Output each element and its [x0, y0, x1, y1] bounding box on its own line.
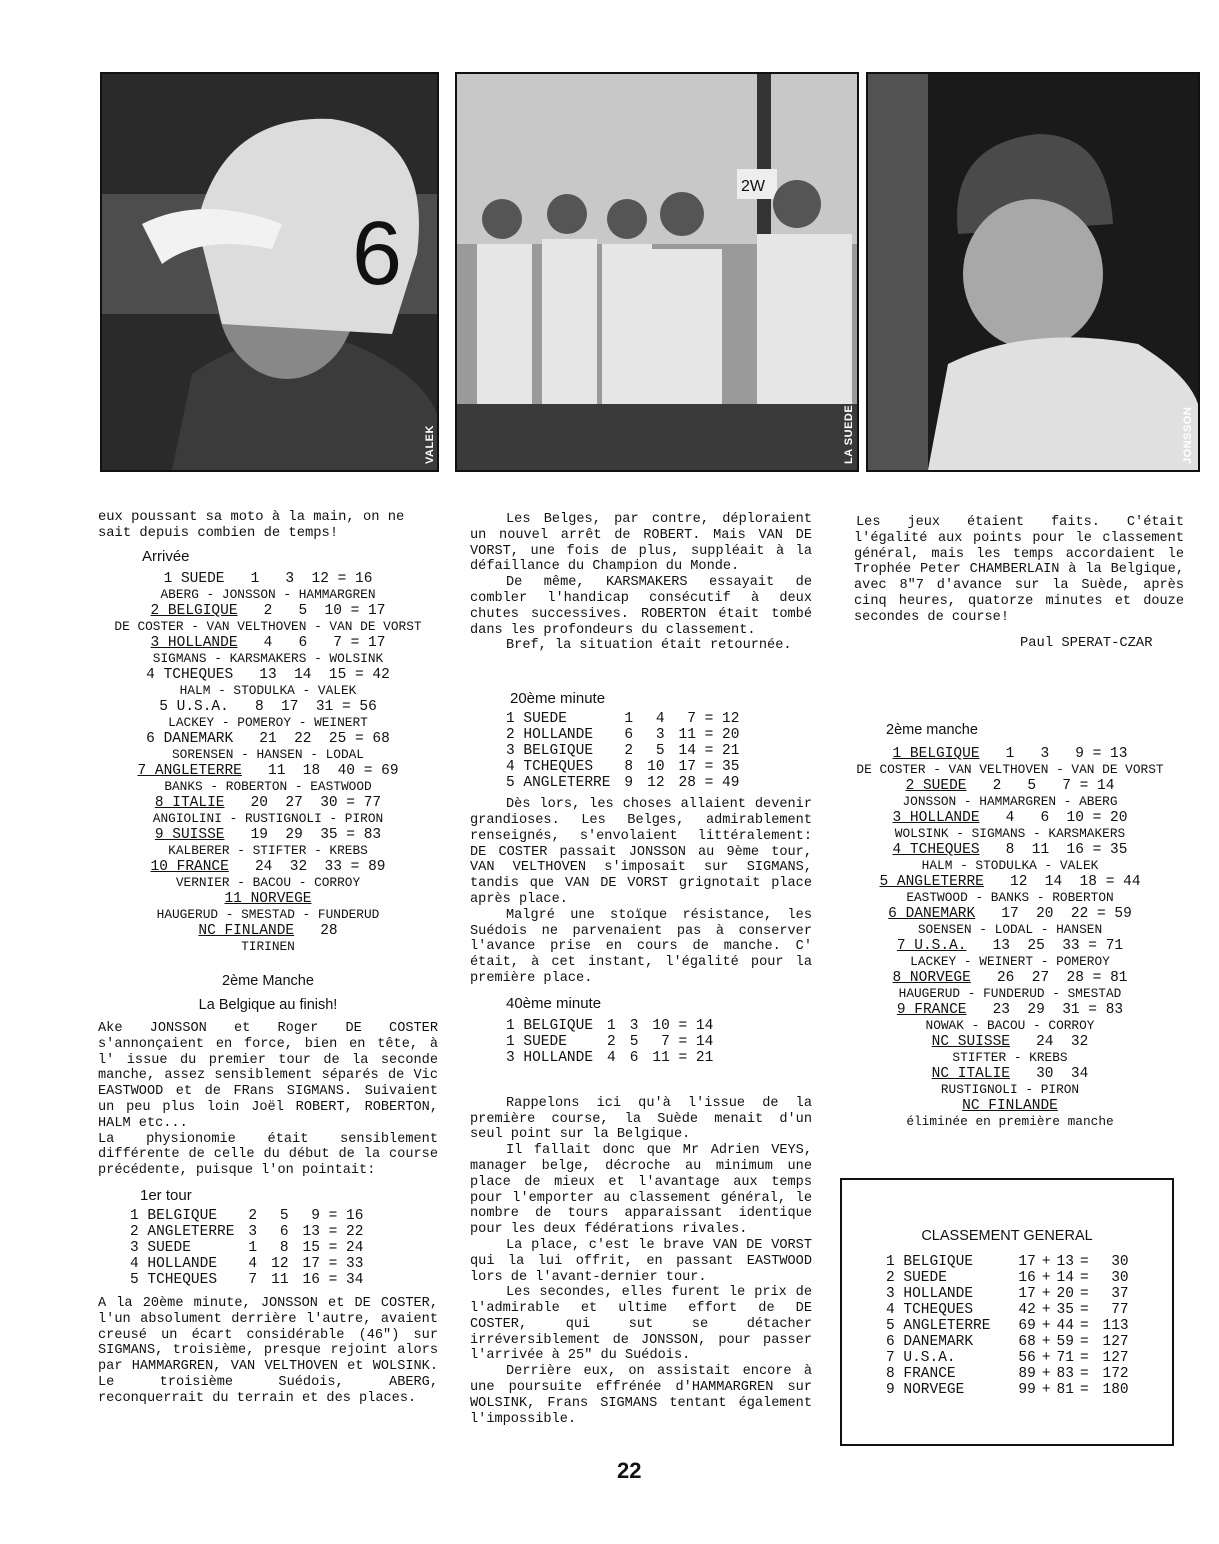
team-name: 3 HOLLANDE — [892, 810, 980, 826]
classement-row — [886, 1318, 1135, 1334]
team-line — [98, 891, 438, 907]
team-riders: DE COSTER - VAN VELTHOVEN - VAN DE VORST — [856, 762, 1164, 777]
intro-line-1: eux poussant sa moto à la main, on ne — [98, 510, 405, 525]
team-line — [98, 827, 438, 843]
col2-para-4: Dès lors, les choses allaient devenir grandioses. Les Belges, admirablement renseignés, s'envolaient littéralement: DE COSTER passait JONSSON au 9ème tour, VAN VELTHOVEN s'imposait sur SIGMANS, tandis que VAN DE VORST grignotait place après place. — [470, 797, 821, 907]
min20-results-table — [506, 711, 745, 791]
team-riders: JONSSON - HAMMARGREN - ABERG — [902, 794, 1118, 809]
classement-cell-a: 42 — [1018, 1302, 1036, 1318]
result-row — [130, 1208, 369, 1224]
photo-credit-1: VALEK — [424, 425, 436, 464]
result-row — [506, 775, 745, 791]
team-riders: HALM - STODULKA - VALEK — [179, 683, 357, 698]
classement-operator: = — [1079, 1382, 1089, 1398]
col2-para-2: De même, KARSMAKERS essayait de combler l'handicap consécutif à deux chutes successives. ROBERTON était tombé dans les profondeurs du classement. — [470, 575, 821, 638]
col2-para-9: Les secondes, elles furent le prix de l'admirable et ultime effort de DE COSTER, qui sut se détacher irréversiblement de JONSSON, pour passer l'arrivée à 25" du Suédois. — [470, 1285, 821, 1364]
manche2-results — [830, 746, 1190, 1130]
team-scores: 8 17 31 = 56 — [228, 699, 377, 715]
team-line — [830, 874, 1190, 890]
classement-cell-team: 5 ANGLETERRE — [886, 1318, 991, 1334]
team-name: 2 BELGIQUE — [150, 603, 238, 619]
tour-title: 1er tour — [140, 1186, 192, 1204]
classement-operator: = — [1079, 1318, 1089, 1334]
classement-cell-team: 2 SUEDE — [886, 1270, 947, 1286]
result-cell-a: 2 — [624, 743, 634, 760]
result-cell-team: 1 BELGIQUE — [130, 1207, 218, 1224]
team-scores: 8 11 16 = 35 — [979, 842, 1128, 858]
classement-cell-a: 16 — [1018, 1270, 1036, 1286]
team-line — [830, 842, 1190, 858]
team-line — [98, 763, 438, 779]
team-riders: KALBERER - STIFTER - KREBS — [168, 843, 368, 858]
result-cell-b: 10 — [647, 759, 665, 776]
team-line — [830, 778, 1190, 794]
team-name: 5 U.S.A. — [159, 699, 229, 715]
col2-para-8: La place, c'est le brave VAN DE VORST qui la lui offrit, en passant EASTWOOD lors de l'avant-dernier tour. — [470, 1237, 821, 1285]
result-cell-team: 3 SUEDE — [130, 1239, 191, 1256]
team-scores: 2 5 10 = 17 — [237, 603, 386, 619]
result-cell-a: 1 — [248, 1239, 258, 1256]
classement-cell-t: 113 — [1102, 1318, 1129, 1334]
team-scores: 28 — [294, 923, 338, 939]
team-riders: BANKS - ROBERTON - EASTWOOD — [164, 779, 372, 794]
team-line — [98, 859, 438, 875]
classement-cell-b: 81 — [1056, 1382, 1074, 1398]
manche2-title: 2ème manche — [886, 722, 978, 738]
team-riders: NOWAK - BACOU - CORROY — [925, 1018, 1095, 1033]
team-riders: HALM - STODULKA - VALEK — [921, 858, 1099, 873]
team-riders: WOLSINK - SIGMANS - KARSMAKERS — [894, 826, 1126, 841]
classement-cell-a: 17 — [1018, 1286, 1036, 1302]
column-3 — [854, 515, 1193, 652]
result-cell-a: 7 — [248, 1271, 258, 1288]
col2-para-7: Il fallait donc que Mr Adrien VEYS, manager belge, décroche au minimum une place de mieux et l'avantage aux temps pour l'emporter au classement général, le nombre de tours apparaissant identique pour les deux fédérations rivales. — [470, 1143, 821, 1238]
result-cell-c: 13 = 22 — [302, 1223, 364, 1240]
result-cell-a: 9 — [624, 775, 634, 792]
team-name: 1 SUEDE — [163, 571, 225, 587]
result-cell-a: 1 — [607, 1017, 616, 1034]
team-name: 4 TCHEQUES — [892, 842, 980, 858]
team-scores: 20 27 30 = 77 — [224, 795, 382, 811]
min40-title: 40ème minute — [506, 994, 602, 1012]
team-line — [830, 1066, 1190, 1082]
team-line — [98, 731, 438, 747]
col2-para-6: Rappelons ici qu'à l'issue de la première course, la Suède menait d'un seul point sur la Belgique. — [470, 1095, 821, 1143]
classement-cell-t: 180 — [1102, 1382, 1129, 1398]
classement-row — [886, 1254, 1135, 1270]
result-cell-c: 16 = 34 — [302, 1271, 364, 1288]
classement-cell-b: 13 — [1056, 1254, 1074, 1270]
classement-operator: + — [1041, 1334, 1051, 1350]
team-name: 4 TCHEQUES — [146, 667, 234, 683]
classement-row — [886, 1366, 1135, 1382]
team-scores: 2 5 7 = 14 — [966, 778, 1115, 794]
team-scores: 13 14 15 = 42 — [233, 667, 390, 683]
team-scores: 23 29 31 = 83 — [966, 1002, 1124, 1018]
team-scores: 30 34 — [1010, 1066, 1089, 1082]
result-cell-team: 1 BELGIQUE — [506, 1017, 594, 1034]
classement-operator: + — [1041, 1366, 1051, 1382]
result-cell-c: 11 = 20 — [678, 727, 740, 744]
col2-para-5: Malgré une stoïque résistance, les Suédois ne parvenaient pas à conserver l'avance prise en cours de manche. C' était, à cet instant, l'égalité pour la première place. — [470, 907, 821, 986]
team-riders: DE COSTER - VAN VELTHOVEN - VAN DE VORST — [114, 619, 422, 634]
result-cell-team: 1 SUEDE — [506, 711, 567, 728]
team-name: NC ITALIE — [931, 1066, 1010, 1082]
team-line — [830, 970, 1190, 986]
classement-row — [886, 1382, 1135, 1398]
team-name: 10 FRANCE — [150, 859, 229, 875]
helmet-rider-picture — [102, 74, 437, 470]
classement-cell-team: 6 DANEMARK — [886, 1334, 974, 1350]
photo-rider-helmet — [100, 72, 439, 472]
classement-cell-team: 3 HOLLANDE — [886, 1286, 974, 1302]
team-name: 5 ANGLETERRE — [879, 874, 984, 890]
classement-general-box — [840, 1178, 1174, 1446]
min40-results-table — [506, 1018, 719, 1066]
team-line — [830, 810, 1190, 826]
result-row — [506, 711, 745, 727]
team-line — [98, 923, 438, 939]
team-group-picture — [457, 74, 857, 470]
result-cell-b: 3 — [655, 727, 665, 744]
result-cell-b: 12 — [271, 1255, 289, 1272]
team-scores: 1 3 12 = 16 — [224, 571, 373, 587]
team-name: 6 DANEMARK — [888, 906, 976, 922]
sign-text: 2W — [741, 178, 765, 195]
intro-line-2: sait depuis combien de temps! — [98, 526, 339, 541]
result-row — [506, 743, 745, 759]
result-cell-a: 4 — [248, 1255, 258, 1272]
col2-para-3: Bref, la situation était retournée. — [506, 638, 792, 654]
classement-cell-a: 17 — [1018, 1254, 1036, 1270]
result-row — [506, 1050, 719, 1066]
result-cell-team: 1 SUEDE — [506, 1033, 567, 1050]
result-cell-team: 2 HOLLANDE — [506, 727, 594, 744]
team-scores: 11 18 40 = 69 — [241, 763, 399, 779]
team-riders: SOENSEN - LODAL - HANSEN — [917, 922, 1103, 937]
result-cell-b: 6 — [279, 1223, 289, 1240]
result-cell-b: 5 — [629, 1033, 639, 1050]
classement-cell-t: 30 — [1111, 1270, 1129, 1286]
col2-para-1: Les Belges, par contre, déploraient un nouvel arrêt de ROBERT. Mais VAN DE VORST, une fois de plus, suppléait à la défaillance du Champion du Monde. — [470, 512, 821, 575]
team-line — [98, 795, 438, 811]
result-cell-c: 14 = 21 — [678, 743, 740, 760]
classement-cell-b: 35 — [1056, 1302, 1074, 1318]
team-riders: HAUGERUD - FUNDERUD - SMESTAD — [898, 986, 1122, 1001]
team-riders: LACKEY - WEINERT - POMEROY — [910, 954, 1110, 969]
result-cell-b: 3 — [629, 1017, 639, 1034]
result-row — [506, 727, 745, 743]
team-riders: ANGIOLINI - RUSTIGNOLI - PIRON — [152, 811, 384, 826]
team-name: 7 ANGLETERRE — [137, 763, 242, 779]
result-cell-a: 8 — [624, 759, 634, 776]
team-scores: 24 32 — [1010, 1034, 1089, 1050]
classement-operator: + — [1041, 1254, 1051, 1270]
classement-operator: = — [1079, 1334, 1089, 1350]
classement-operator: + — [1041, 1302, 1051, 1318]
team-name: 9 FRANCE — [896, 1002, 967, 1018]
team-riders: TIRINEN — [241, 939, 295, 954]
team-line — [830, 906, 1190, 922]
result-cell-c: 10 = 14 — [652, 1017, 714, 1034]
team-line — [98, 603, 438, 619]
classement-row — [886, 1270, 1135, 1286]
classement-cell-a: 99 — [1018, 1382, 1036, 1398]
result-cell-c: 9 = 16 — [311, 1207, 364, 1224]
team-riders: SORENSEN - HANSEN - LODAL — [172, 747, 364, 762]
result-cell-c: 7 = 12 — [687, 711, 740, 728]
classement-operator: = — [1079, 1286, 1089, 1302]
classement-operator: + — [1041, 1270, 1051, 1286]
result-cell-a: 1 — [624, 711, 634, 728]
result-cell-c: 15 = 24 — [302, 1239, 364, 1256]
classement-cell-t: 172 — [1102, 1366, 1129, 1382]
result-cell-c: 28 = 49 — [678, 775, 740, 792]
result-cell-a: 4 — [607, 1049, 616, 1066]
team-line — [98, 571, 438, 587]
team-line — [830, 938, 1190, 954]
classement-cell-team: 9 NORVEGE — [886, 1382, 965, 1398]
team-name: NC SUISSE — [931, 1034, 1010, 1050]
team-scores: 12 14 18 = 44 — [983, 874, 1141, 890]
photo-credit-3: JONSSON — [1182, 406, 1194, 464]
team-name: 7 U.S.A. — [896, 938, 967, 954]
signature: Paul SPERAT-CZAR — [1020, 635, 1153, 651]
result-cell-c: 11 = 21 — [652, 1049, 714, 1066]
classement-operator: = — [1079, 1302, 1089, 1318]
result-cell-a: 3 — [248, 1223, 258, 1240]
result-cell-a: 6 — [624, 727, 634, 744]
team-riders: EASTWOOD - BANKS - ROBERTON — [906, 890, 1114, 905]
photo-man-wool-cap — [866, 72, 1200, 472]
team-scores: 13 25 33 = 71 — [966, 938, 1124, 954]
classement-operator: = — [1079, 1350, 1089, 1366]
team-scores: 17 20 22 = 59 — [975, 906, 1132, 922]
team-line — [830, 1098, 1190, 1114]
team-name: 9 SUISSE — [154, 827, 225, 843]
team-name: 8 ITALIE — [154, 795, 225, 811]
tour-results-table — [130, 1208, 369, 1288]
classement-cell-a: 69 — [1018, 1318, 1036, 1334]
team-riders: SIGMANS - KARSMAKERS - WOLSINK — [152, 651, 384, 666]
result-cell-a: 2 — [248, 1207, 258, 1224]
result-cell-team: 3 HOLLANDE — [506, 1049, 594, 1066]
result-cell-b: 12 — [647, 775, 665, 792]
arrivee-results — [98, 571, 438, 955]
column-1 — [98, 510, 447, 1407]
result-cell-team: 4 TCHEQUES — [506, 759, 594, 776]
result-cell-c: 17 = 33 — [302, 1255, 364, 1272]
classement-cell-a: 68 — [1018, 1334, 1036, 1350]
classement-row — [886, 1334, 1135, 1350]
result-cell-team: 3 BELGIQUE — [506, 743, 594, 760]
manche2-block — [830, 722, 1190, 1130]
team-riders: éliminée en première manche — [906, 1114, 1114, 1129]
classement-cell-b: 20 — [1056, 1286, 1074, 1302]
result-row — [506, 759, 745, 775]
result-cell-b: 8 — [279, 1239, 289, 1256]
team-line — [830, 746, 1190, 762]
team-scores: 24 32 33 = 89 — [228, 859, 386, 875]
result-row — [506, 1018, 719, 1034]
classement-cell-a: 89 — [1018, 1366, 1036, 1382]
team-riders: VERNIER - BACOU - CORROY — [175, 875, 361, 890]
classement-cell-b: 59 — [1056, 1334, 1074, 1350]
classement-cell-b: 14 — [1056, 1270, 1074, 1286]
team-name: 2 SUEDE — [905, 778, 967, 794]
team-line — [98, 667, 438, 683]
team-name: 11 NORVEGE — [224, 891, 312, 907]
classement-cell-t: 77 — [1111, 1302, 1129, 1318]
classement-table — [886, 1254, 1135, 1398]
result-cell-b: 5 — [279, 1207, 289, 1224]
result-cell-c: 7 = 14 — [661, 1033, 714, 1050]
team-name: 8 NORVEGE — [892, 970, 971, 986]
result-row — [130, 1256, 369, 1272]
team-scores: 19 29 35 = 83 — [224, 827, 382, 843]
classement-cell-team: 1 BELGIQUE — [886, 1254, 974, 1270]
classement-cell-t: 37 — [1111, 1286, 1129, 1302]
manche-title: 2ème Manche — [222, 973, 314, 989]
arrivee-title: Arrivée — [142, 548, 190, 565]
col1-para-2: La physionomie était sensiblement différente de celle du début de la course précédente, puisque l'on pointait: — [98, 1131, 447, 1179]
col1-para-3: A la 20ème minute, JONSSON et DE COSTER, l'un absolument derrière l'autre, avaient creusé un écart considérable (46") sur SIGMANS, troisième, presque rejoint alors par HAMMARGREN, VAN VELTHOVEN et WOLSINK. Le troisième Suédois, ABERG, reconquerrait du terrain et des places. — [98, 1295, 447, 1406]
classement-operator: = — [1079, 1366, 1089, 1382]
classement-row — [886, 1302, 1135, 1318]
col3-para-1: Les jeux étaient faits. C'était l'égalité aux points pour le classement général, mais les temps accordaient le Trophée Peter CHAMBERLAIN à la Belgique, avec 8"7 d'avance sur la Suède, après cinq heures, quatorze minutes et douze secondes de course! — [854, 515, 1193, 625]
team-line — [830, 1002, 1190, 1018]
team-name: 6 DANEMARK — [146, 731, 234, 747]
classement-cell-t: 30 — [1111, 1254, 1129, 1270]
result-cell-team: 5 TCHEQUES — [130, 1271, 218, 1288]
result-cell-team: 5 ANGLETERRE — [506, 775, 611, 792]
team-line — [98, 635, 438, 651]
classement-operator: + — [1041, 1382, 1051, 1398]
min20-title: 20ème minute — [510, 690, 606, 708]
result-row — [130, 1240, 369, 1256]
result-cell-a: 2 — [607, 1033, 616, 1050]
team-line — [830, 1034, 1190, 1050]
classement-cell-team: 8 FRANCE — [886, 1366, 956, 1382]
classement-cell-b: 83 — [1056, 1366, 1074, 1382]
team-line — [98, 699, 438, 715]
result-cell-b: 6 — [629, 1049, 639, 1066]
classement-cell-t: 127 — [1102, 1350, 1129, 1366]
classement-title: CLASSEMENT GENERAL — [921, 1228, 1093, 1244]
column-2 — [470, 512, 821, 1427]
page-number: 22 — [617, 1458, 642, 1483]
classement-cell-team: 4 TCHEQUES — [886, 1302, 974, 1318]
result-cell-b: 5 — [655, 743, 665, 760]
result-row — [130, 1272, 369, 1288]
team-riders: STIFTER - KREBS — [952, 1050, 1068, 1065]
team-name: 1 BELGIQUE — [892, 746, 980, 762]
classement-cell-b: 71 — [1056, 1350, 1074, 1366]
classement-operator: + — [1041, 1350, 1051, 1366]
result-row — [506, 1034, 719, 1050]
classement-operator: + — [1041, 1318, 1051, 1334]
team-scores: 26 27 28 = 81 — [970, 970, 1128, 986]
team-name: NC FINLANDE — [198, 923, 295, 939]
team-riders: RUSTIGNOLI - PIRON — [940, 1082, 1080, 1097]
result-cell-b: 11 — [271, 1271, 289, 1288]
photo-swedish-team — [455, 72, 859, 472]
team-scores: 1 3 9 = 13 — [979, 746, 1128, 762]
result-cell-team: 4 HOLLANDE — [130, 1255, 218, 1272]
classement-cell-team: 7 U.S.A. — [886, 1350, 956, 1366]
result-cell-b: 4 — [655, 711, 665, 728]
team-scores: 21 22 25 = 68 — [233, 731, 390, 747]
classement-operator: = — [1079, 1270, 1089, 1286]
classement-row — [886, 1286, 1135, 1302]
portrait-picture — [868, 74, 1198, 470]
team-riders: LACKEY - POMEROY - WEINERT — [168, 715, 368, 730]
team-scores: 4 6 7 = 17 — [237, 635, 386, 651]
classement-cell-t: 127 — [1102, 1334, 1129, 1350]
classement-cell-b: 44 — [1056, 1318, 1074, 1334]
helmet-number: 6 — [352, 204, 403, 304]
team-riders: HAUGERUD - SMESTAD - FUNDERUD — [156, 907, 380, 922]
classement-cell-a: 56 — [1018, 1350, 1036, 1366]
team-scores: 4 6 10 = 20 — [979, 810, 1128, 826]
classement-operator: = — [1079, 1254, 1089, 1270]
classement-operator: + — [1041, 1286, 1051, 1302]
team-riders: ABERG - JONSSON - HAMMARGREN — [160, 587, 376, 602]
classement-row — [886, 1350, 1135, 1366]
manche-subtitle: La Belgique au finish! — [198, 997, 338, 1013]
photo-credit-2: LA SUEDE — [843, 404, 855, 464]
result-cell-c: 17 = 35 — [678, 759, 740, 776]
result-row — [130, 1224, 369, 1240]
result-cell-team: 2 ANGLETERRE — [130, 1223, 235, 1240]
col2-para-10: Derrière eux, on assistait encore à une poursuite effrénée d'HAMMARGREN sur WOLSINK, Frans SIGMANS tentant également l'impossible. — [470, 1364, 821, 1427]
col1-para-1: Ake JONSSON et Roger DE COSTER s'annonçaient en force, bien en tête, à l' issue du premier tour de la seconde manche, assez sensiblement séparés de Vic EASTWOOD et de FRans SIGMANS. Suivaient un peu plus loin Joël ROBERT, ROBERTON, HALM etc... — [98, 1021, 447, 1131]
team-name: 3 HOLLANDE — [150, 635, 238, 651]
team-name: NC FINLANDE — [962, 1098, 1058, 1114]
